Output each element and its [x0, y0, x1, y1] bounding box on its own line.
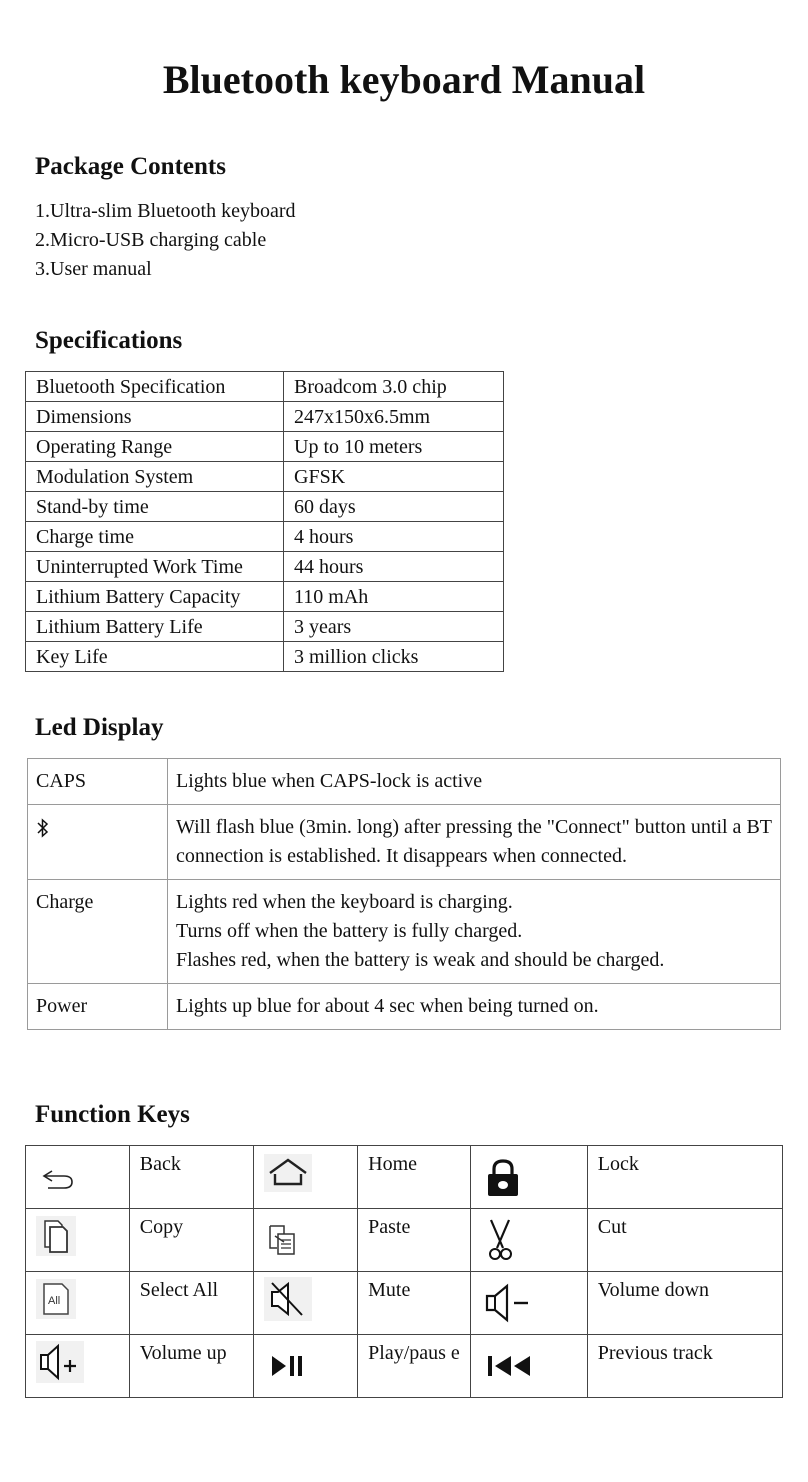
key-label: Copy — [129, 1209, 254, 1272]
back-arrow-icon — [36, 1159, 80, 1195]
key-label: Paste — [358, 1209, 471, 1272]
function-keys-heading: Function Keys — [35, 1101, 190, 1128]
spec-key: Stand-by time — [26, 492, 284, 522]
table-row — [26, 1272, 783, 1335]
led-description — [168, 759, 781, 805]
key-label: Home — [358, 1146, 471, 1209]
spec-key: Lithium Battery Capacity — [26, 582, 284, 612]
volume-up-icon — [36, 1341, 84, 1383]
spec-key: Operating Range — [26, 432, 284, 462]
copy-icon — [36, 1216, 76, 1256]
key-icon-cell — [254, 1335, 358, 1398]
key-icon-cell — [26, 1209, 130, 1272]
key-icon-cell — [26, 1335, 130, 1398]
table-row — [26, 432, 504, 462]
paste-icon — [264, 1220, 304, 1260]
spec-value: 44 hours — [284, 552, 504, 582]
led-display-table — [27, 758, 781, 1030]
spec-value: 3 million clicks — [284, 642, 504, 672]
page-title: Bluetooth keyboard Manual — [162, 57, 646, 102]
table-row — [26, 642, 504, 672]
led-description-line: Flashes red, when the battery is weak and should be charged. — [176, 949, 665, 971]
function-keys-table — [25, 1145, 783, 1398]
led-description-line: Turns off when the battery is fully charged. — [176, 920, 523, 942]
table-row — [26, 552, 504, 582]
led-display-heading: Led Display — [35, 714, 164, 741]
led-name: Power — [28, 984, 168, 1030]
led-description-line: Will flash blue (3min. long) after pressing the "Connect" button until a BT connection is established. It disappears when connected. — [176, 816, 772, 867]
spec-value: 247x150x6.5mm — [284, 402, 504, 432]
key-icon-cell — [26, 1272, 130, 1335]
key-icon-cell — [254, 1209, 358, 1272]
play-pause-icon — [264, 1346, 312, 1386]
key-label: Play/paus e — [358, 1335, 471, 1398]
led-description-line: Lights red when the keyboard is charging. — [176, 891, 513, 913]
key-label: Cut — [587, 1209, 782, 1272]
key-icon-cell — [26, 1146, 130, 1209]
table-row — [26, 1146, 783, 1209]
key-label: Previous track — [587, 1335, 782, 1398]
spec-key: Bluetooth Specification — [26, 372, 284, 402]
spec-value: 110 mAh — [284, 582, 504, 612]
previous-track-icon — [481, 1346, 541, 1386]
spec-value: 3 years — [284, 612, 504, 642]
table-row — [28, 805, 781, 880]
home-icon — [264, 1154, 312, 1192]
mute-icon — [264, 1277, 312, 1321]
table-row — [26, 612, 504, 642]
key-icon-cell — [254, 1146, 358, 1209]
bluetooth-icon — [36, 817, 50, 839]
spec-key: Key Life — [26, 642, 284, 672]
key-icon-cell — [471, 1335, 588, 1398]
spec-value: 60 days — [284, 492, 504, 522]
select-all-icon — [36, 1279, 76, 1319]
spec-value: GFSK — [284, 462, 504, 492]
key-icon-cell — [471, 1272, 588, 1335]
spec-key: Modulation System — [26, 462, 284, 492]
key-icon-cell — [254, 1272, 358, 1335]
spec-key: Charge time — [26, 522, 284, 552]
led-name — [28, 805, 168, 880]
table-row — [28, 759, 781, 805]
key-label: Mute — [358, 1272, 471, 1335]
led-description — [168, 880, 781, 984]
spec-key: Dimensions — [26, 402, 284, 432]
table-row — [28, 984, 781, 1030]
lock-icon — [481, 1155, 525, 1199]
key-label: Lock — [587, 1146, 782, 1209]
spec-value: Up to 10 meters — [284, 432, 504, 462]
list-item: 1.Ultra-slim Bluetooth keyboard — [35, 200, 296, 222]
led-description-line: Lights blue when CAPS-lock is active — [176, 770, 483, 792]
key-label: Back — [129, 1146, 254, 1209]
svg-text:All: All — [48, 1294, 61, 1307]
table-row — [26, 522, 504, 552]
package-contents-list — [35, 197, 296, 284]
led-description-line: Lights up blue for about 4 sec when being turned on. — [176, 995, 599, 1017]
scissors-icon — [481, 1216, 521, 1264]
key-icon-cell — [471, 1209, 588, 1272]
table-row — [26, 372, 504, 402]
specifications-heading: Specifications — [35, 327, 183, 354]
spec-value: Broadcom 3.0 chip — [284, 372, 504, 402]
specifications-table — [25, 371, 504, 672]
package-contents-heading: Package Contents — [35, 153, 226, 180]
key-icon-cell — [471, 1146, 588, 1209]
led-description — [168, 805, 781, 880]
volume-down-icon — [481, 1281, 537, 1325]
led-name: CAPS — [28, 759, 168, 805]
led-name: Charge — [28, 880, 168, 984]
table-row — [26, 1209, 783, 1272]
spec-key: Lithium Battery Life — [26, 612, 284, 642]
key-label: Select All — [129, 1272, 254, 1335]
spec-value: 4 hours — [284, 522, 504, 552]
list-item: 3.User manual — [35, 258, 152, 280]
key-label: Volume down — [587, 1272, 782, 1335]
table-row — [26, 492, 504, 522]
list-item: 2.Micro-USB charging cable — [35, 229, 267, 251]
table-row — [26, 582, 504, 612]
table-row — [28, 880, 781, 984]
table-row — [26, 462, 504, 492]
led-description — [168, 984, 781, 1030]
table-row — [26, 1335, 783, 1398]
key-label: Volume up — [129, 1335, 254, 1398]
table-row — [26, 402, 504, 432]
spec-key: Uninterrupted Work Time — [26, 552, 284, 582]
